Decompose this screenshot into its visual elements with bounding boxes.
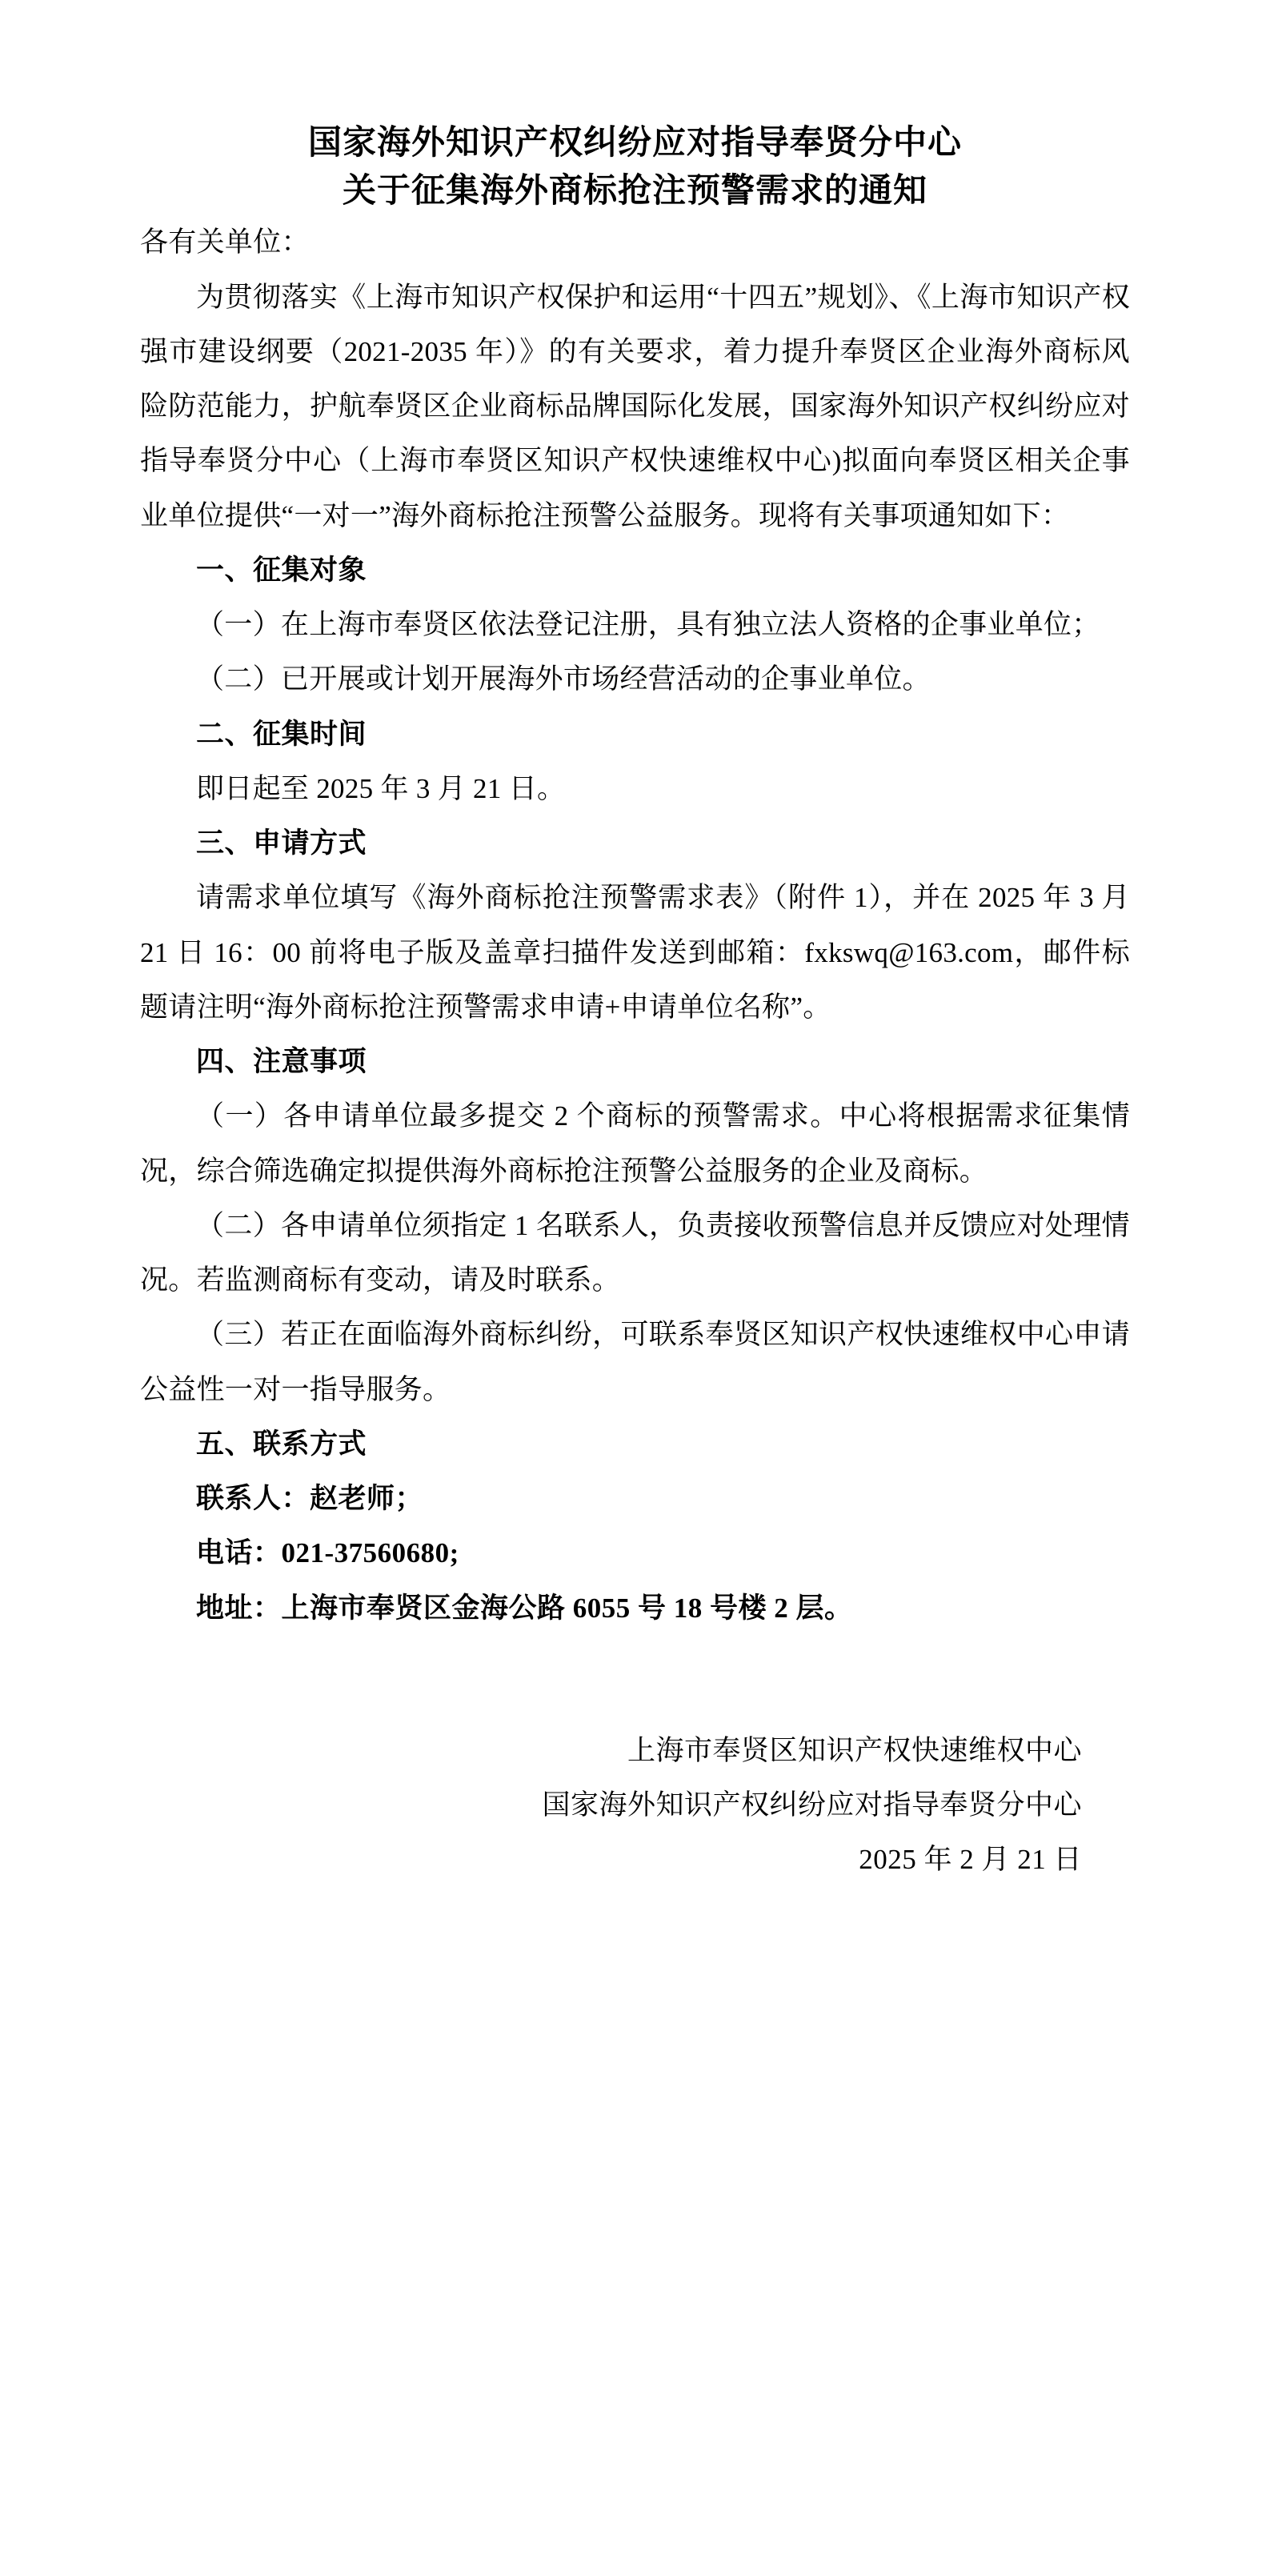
page-title: [140, 120, 1130, 215]
section-3-paragraph-1: 请需求单位填写《海外商标抢注预警需求表》（附件 1），并在 2025 年 3 月 21 日 16：00 前将电子版及盖章扫描件发送到邮箱：fxkswq@163.com，邮件标题请注明“海外商标抢注预警需求申请+申请单位名称”。: [140, 882, 1130, 1023]
section-heading-2: 二、征集时间: [196, 718, 367, 750]
page-title-line-1: 国家海外知识产权纠纷应对指导奉贤分中心: [307, 125, 962, 162]
section-4-paragraph-1: （一）各申请单位最多提交 2 个商标的预警需求。中心将根据需求征集情况，综合筛选确定拟提供海外商标抢注预警公益服务的企业及商标。: [140, 1100, 1130, 1187]
contact-address: 地址：上海市奉贤区金海公路 6055 号 18 号楼 2 层。: [196, 1592, 853, 1624]
signature-block: [140, 1724, 1130, 1888]
section-heading-1: 一、征集对象: [196, 554, 367, 586]
contact-phone: 电话：021-37560680;: [196, 1537, 459, 1569]
section-heading-5: 五、联系方式: [196, 1428, 367, 1460]
signature-org-1: 上海市奉贤区知识产权快速维权中心: [627, 1734, 1082, 1766]
signature-date: 2025 年 2 月 21 日: [859, 1844, 1082, 1876]
intro-paragraph: 为贯彻落实《上海市知识产权保护和运用“十四五”规划》、《上海市知识产权强市建设纲要（2021-2035 年）》的有关要求，着力提升奉贤区企业海外商标风险防范能力，护航奉贤区企业商标品牌国际化发展，国家海外知识产权纠纷应对指导奉贤分中心（上海市奉贤区知识产权快速维权中心)拟面向奉贤区相关企事业单位提供“一对一”海外商标抢注预警公益服务。现将有关事项通知如下：: [140, 281, 1130, 531]
section-2-paragraph-1: 即日起至 2025 年 3 月 21 日。: [196, 772, 566, 804]
signature-org-2: 国家海外知识产权纠纷应对指导奉贤分中心: [542, 1789, 1082, 1821]
page-title-line-2: 关于征集海外商标抢注预警需求的通知: [342, 172, 927, 210]
section-heading-3: 三、申请方式: [196, 827, 367, 859]
section-1-paragraph-1: （一）在上海市奉贤区依法登记注册，具有独立法人资格的企事业单位；: [196, 609, 1100, 640]
section-heading-4: 四、注意事项: [196, 1046, 367, 1077]
salutation: 各有关单位：: [140, 226, 310, 258]
section-4-paragraph-2: （二）各申请单位须指定 1 名联系人，负责接收预警信息并反馈应对处理情况。若监测商标有变动，请及时联系。: [140, 1209, 1130, 1296]
section-1-paragraph-2: （二）已开展或计划开展海外市场经营活动的企事业单位。: [196, 663, 931, 695]
section-4-paragraph-3: （三）若正在面临海外商标纠纷，可联系奉贤区知识产权快速维权中心申请公益性一对一指导服务。: [140, 1319, 1130, 1405]
contact-person: 联系人：赵老师；: [196, 1483, 424, 1514]
